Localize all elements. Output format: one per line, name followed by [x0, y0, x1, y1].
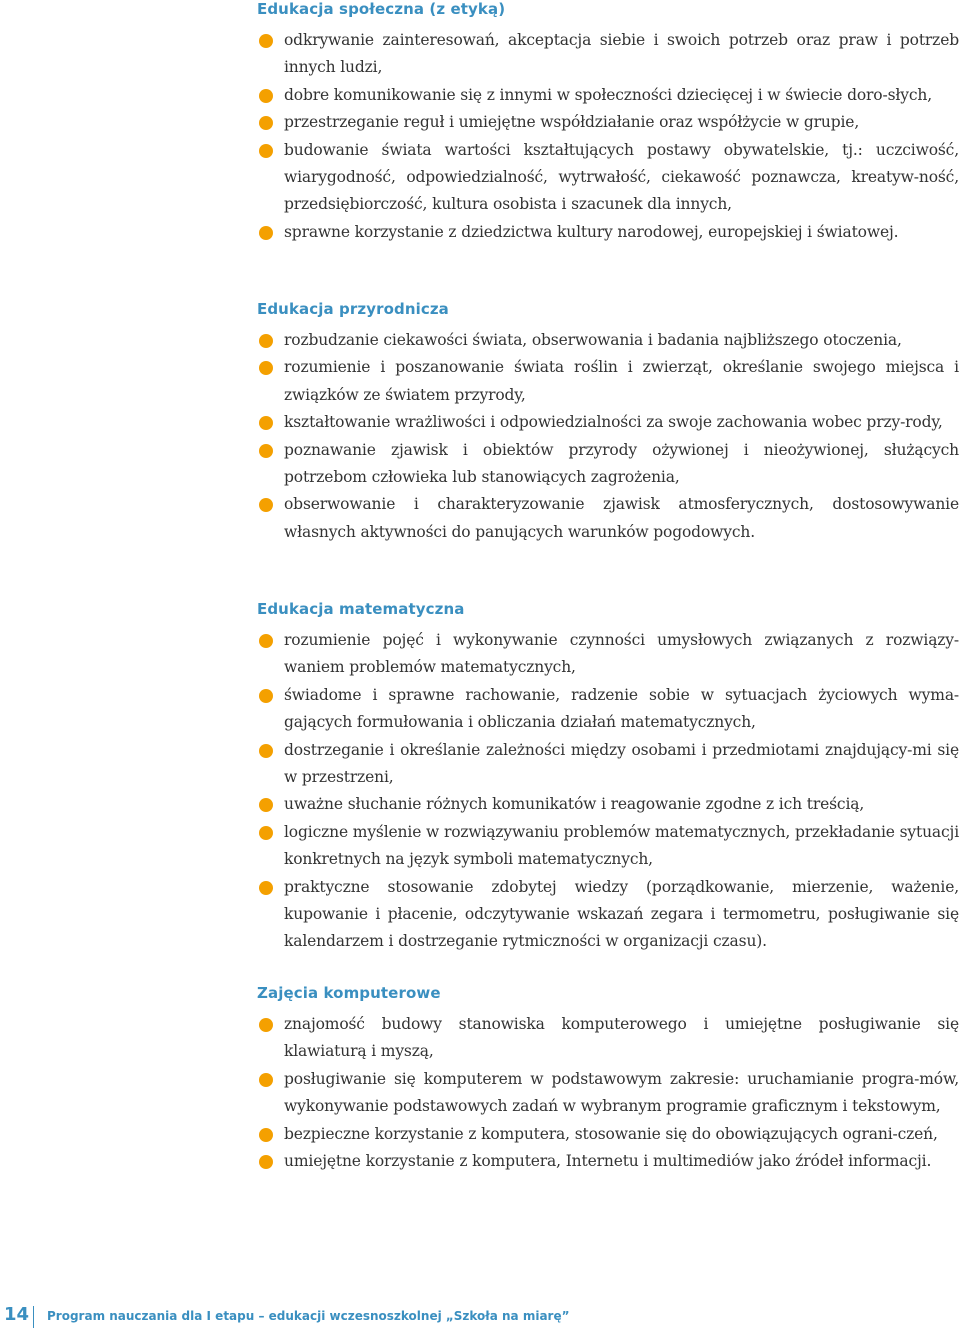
- list-item-text: budowanie świata wartości kształtujących postawy obywatelskie, tj.: uczciwość, wiarygodność, odpowiedzialność, wytrwałość, ciekawość poznawcza, kreatyw-ność, przedsiębiorczość, kultura osobista i szacunek dla innych,: [284, 140, 959, 214]
- section-heading: Edukacja matematyczna: [257, 600, 465, 618]
- bullet-dot-icon: [259, 798, 273, 812]
- bullet-dot-icon: [259, 116, 273, 130]
- bullet-dot-icon: [259, 826, 273, 840]
- bullet-dot-icon: [259, 144, 273, 158]
- list-item-text: przestrzeganie reguł i umiejętne współdziałanie oraz współżycie w grupie,: [284, 113, 860, 132]
- list-item-text: praktyczne stosowanie zdobytej wiedzy (porządkowanie, mierzenie, ważenie, kupowanie i płacenie, odczytywanie wskazań zegara i termometru, posługiwanie się kalendarzem i dostrzeganie rytmiczności w organizacji czasu).: [284, 877, 959, 951]
- list-item-text: rozumienie i poszanowanie świata roślin i zwierząt, określanie swojego miejsca i związków ze światem przyrody,: [284, 358, 959, 404]
- section-heading: Edukacja przyrodnicza: [257, 300, 449, 318]
- list-item-text: rozbudzanie ciekawości świata, obserwowania i badania najbliższego otoczenia,: [284, 331, 902, 349]
- list-item: [0, 327, 959, 354]
- list-item: [0, 409, 959, 436]
- section-heading: Edukacja społeczna (z etyką): [257, 0, 506, 18]
- bullet-dot-icon: [259, 1155, 273, 1169]
- list-item: [0, 437, 959, 492]
- bullet-list: [0, 627, 960, 956]
- list-item: [0, 737, 959, 792]
- bullet-dot-icon: [259, 361, 273, 375]
- list-item: [0, 682, 959, 737]
- bullet-dot-icon: [259, 34, 273, 48]
- list-item: [0, 82, 959, 109]
- bullet-dot-icon: [259, 689, 273, 703]
- bullet-dot-icon: [259, 226, 273, 240]
- footer-title: Program nauczania dla I etapu – edukacji wczesnoszkolnej „Szkoła na miarę”: [47, 1309, 570, 1323]
- bullet-list: [0, 1011, 960, 1175]
- section-heading: Zajęcia komputerowe: [257, 984, 441, 1002]
- bullet-dot-icon: [259, 1128, 273, 1142]
- list-item: [0, 491, 959, 546]
- list-item-text: bezpieczne korzystanie z komputera, stosowanie się do obowiązujących ograni-czeń,: [284, 1124, 938, 1143]
- list-item-text: kształtowanie wrażliwości i odpowiedzialności za swoje zachowania wobec przy-rody,: [284, 413, 943, 432]
- list-item-text: dostrzeganie i określanie zależności między osobami i przedmiotami znajdujący-mi się w przestrzeni,: [284, 740, 959, 787]
- bullet-dot-icon: [259, 334, 273, 348]
- footer-divider: [33, 1306, 34, 1328]
- list-item-text: umiejętne korzystanie z komputera, Internetu i multimediów jako źródeł informacji.: [284, 1152, 932, 1171]
- bullet-dot-icon: [259, 444, 273, 458]
- list-item: [0, 819, 959, 874]
- list-item-text: odkrywanie zainteresowań, akceptacja siebie i swoich potrzeb oraz praw i potrzeb innych ludzi,: [284, 31, 959, 77]
- page-footer: [0, 1300, 960, 1330]
- list-item-text: logiczne myślenie w rozwiązywaniu problemów matematycznych, przekładanie sytuacji konkretnych na język symboli matematycznych,: [284, 822, 959, 869]
- list-item: [0, 137, 959, 219]
- bullet-dot-icon: [259, 1018, 273, 1032]
- list-item: [0, 354, 959, 409]
- bullet-dot-icon: [259, 1073, 273, 1087]
- bullet-dot-icon: [259, 744, 273, 758]
- bullet-dot-icon: [259, 498, 273, 512]
- list-item-text: obserwowanie i charakteryzowanie zjawisk atmosferycznych, dostosowywanie własnych aktywności do panujących warunków pogodowych.: [284, 495, 959, 541]
- list-item: [0, 27, 959, 82]
- list-item: [0, 874, 959, 956]
- list-item: [0, 1148, 959, 1175]
- list-item: [0, 1011, 959, 1066]
- list-item-text: uważne słuchanie różnych komunikatów i reagowanie zgodne z ich treścią,: [284, 795, 865, 814]
- page-number: 14: [4, 1304, 30, 1325]
- list-item: [0, 1121, 959, 1148]
- bullet-list: [0, 27, 960, 246]
- list-item: [0, 219, 959, 246]
- list-item: [0, 627, 959, 682]
- list-item-text: rozumienie pojęć i wykonywanie czynności umysłowych związanych z rozwiązy-waniem problemów matematycznych,: [284, 631, 959, 677]
- bullet-dot-icon: [259, 89, 273, 103]
- list-item-text: posługiwanie się komputerem w podstawowym zakresie: uruchamianie progra-mów, wykonywanie podstawowych zadań w wybranym programie graficznym i tekstowym,: [284, 1069, 959, 1116]
- list-item: [0, 791, 959, 818]
- bullet-dot-icon: [259, 634, 273, 648]
- bullet-dot-icon: [259, 416, 273, 430]
- list-item: [0, 109, 959, 136]
- list-item-text: sprawne korzystanie z dziedzictwa kultury narodowej, europejskiej i światowej.: [284, 222, 899, 241]
- list-item: [0, 1066, 959, 1121]
- list-item-text: znajomość budowy stanowiska komputerowego i umiejętne posługiwanie się klawiaturą i myszą,: [284, 1015, 959, 1061]
- list-item-text: poznawanie zjawisk i obiektów przyrody ożywionej i nieożywionej, służących potrzebom człowieka lub stanowiących zagrożenia,: [284, 440, 959, 487]
- list-item-text: dobre komunikowanie się z innymi w społeczności dziecięcej i w świecie doro-słych,: [284, 85, 932, 104]
- bullet-dot-icon: [259, 881, 273, 895]
- list-item-text: świadome i sprawne rachowanie, radzenie sobie w sytuacjach życiowych wyma-gających formułowania i obliczania działań matematycznych,: [284, 685, 959, 732]
- bullet-list: [0, 327, 960, 546]
